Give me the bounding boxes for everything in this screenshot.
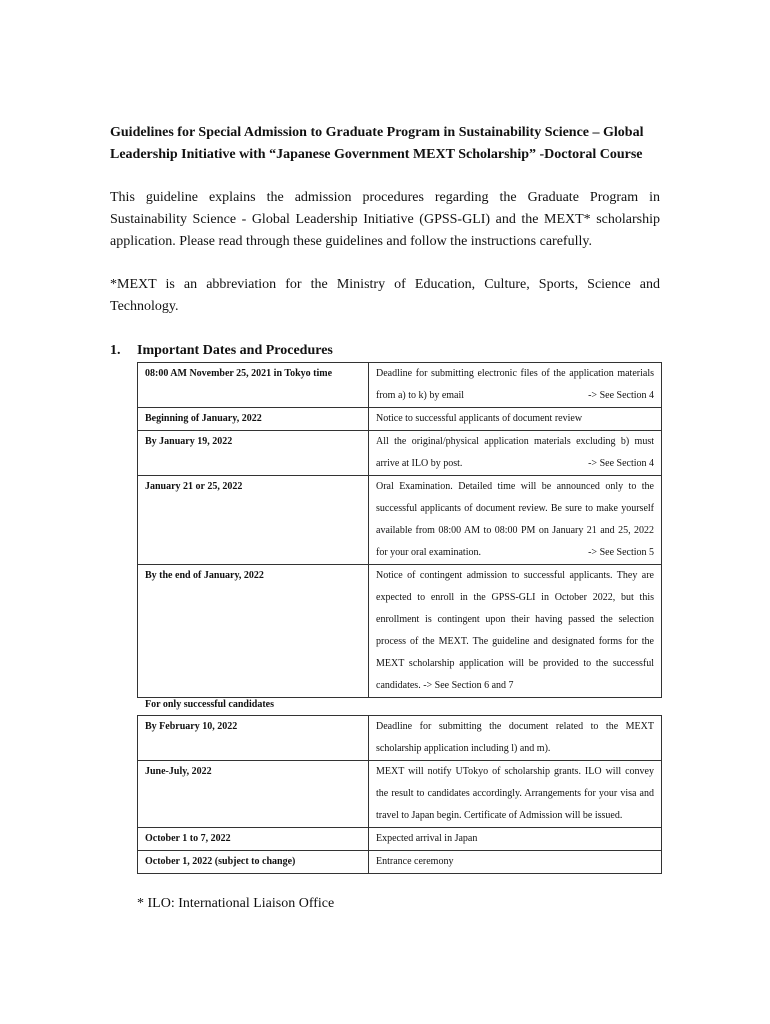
section-1-heading <box>110 340 333 362</box>
row-see-reference: -> See Section 5 <box>588 547 654 558</box>
row-date: 08:00 AM November 25, 2021 in Tokyo time <box>138 363 369 408</box>
dates-table-1 <box>137 362 662 698</box>
row-date: By the end of January, 2022 <box>138 565 369 698</box>
dates-table-2 <box>137 715 662 874</box>
successful-candidates-subheading: For only successful candidates <box>145 699 274 710</box>
row-text: All the original/physical application materials excluding b) must arrive at ILO by post. <box>376 436 654 469</box>
row-description <box>369 565 662 698</box>
row-description <box>369 476 662 565</box>
table-row <box>138 565 662 698</box>
row-see-reference: -> See Section 4 <box>588 458 654 469</box>
row-text: Notice of contingent admission to successful applicants. They are expected to enroll in the GPSS-GLI in October 2022, but this enrollment is contingent upon their having passed the selection process of the MEXT. The guideline and designated forms for the MEXT scholarship application will be provided to the successful candidates. -> See Section 6 and 7 <box>376 570 654 691</box>
ilo-footnote: * ILO: International Liaison Office <box>137 896 335 911</box>
table-row <box>138 828 662 851</box>
row-description <box>369 716 662 761</box>
row-text: Deadline for submitting the document related to the MEXT scholarship application including l) and m). <box>376 721 654 754</box>
row-description <box>369 851 662 874</box>
row-description <box>369 828 662 851</box>
document-title: Guidelines for Special Admission to Graduate Program in Sustainability Science – Global Leadership Initiative with “Japanese Government MEXT Scholarship” -Doctoral Course <box>110 125 644 162</box>
row-date: October 1 to 7, 2022 <box>138 828 369 851</box>
intro-paragraph: This guideline explains the admission procedures regarding the Graduate Program in Sustainability Science - Global Leadership Initiative (GPSS-GLI) and the MEXT* scholarship application. Please read through these guidelines and follow the instructions carefully. <box>110 190 660 249</box>
row-text: Oral Examination. Detailed time will be announced only to the successful applicants of document review. Be sure to make yourself available from 08:00 AM to 08:00 PM on January 21 and 25, 2022 for your oral examination. <box>376 481 654 558</box>
mext-note: *MEXT is an abbreviation for the Ministry of Education, Culture, Sports, Science and Technology. <box>110 277 660 314</box>
row-date: October 1, 2022 (subject to change) <box>138 851 369 874</box>
row-description <box>369 431 662 476</box>
table-row <box>138 431 662 476</box>
row-text: Notice to successful applicants of document review <box>376 413 583 424</box>
row-date: June-July, 2022 <box>138 761 369 828</box>
row-text: MEXT will notify UTokyo of scholarship grants. ILO will convey the result to candidates accordingly. Arrangements for your visa and travel to Japan begin. Certificate of Admission will be issued. <box>376 766 654 821</box>
section-title: Important Dates and Procedures <box>137 343 333 358</box>
table-row <box>138 716 662 761</box>
row-date: By January 19, 2022 <box>138 431 369 476</box>
table-row <box>138 851 662 874</box>
table-row <box>138 363 662 408</box>
row-text: Expected arrival in Japan <box>376 833 478 844</box>
row-description <box>369 363 662 408</box>
row-see-reference: -> See Section 4 <box>588 390 654 401</box>
table-row <box>138 761 662 828</box>
row-description <box>369 408 662 431</box>
section-number: 1. <box>110 343 121 358</box>
row-date: Beginning of January, 2022 <box>138 408 369 431</box>
row-text: Deadline for submitting electronic files of the application materials from a) to k) by email <box>376 368 654 401</box>
row-description <box>369 761 662 828</box>
row-date: By February 10, 2022 <box>138 716 369 761</box>
row-date: January 21 or 25, 2022 <box>138 476 369 565</box>
row-text: Entrance ceremony <box>376 856 454 867</box>
table-row <box>138 408 662 431</box>
table-row <box>138 476 662 565</box>
